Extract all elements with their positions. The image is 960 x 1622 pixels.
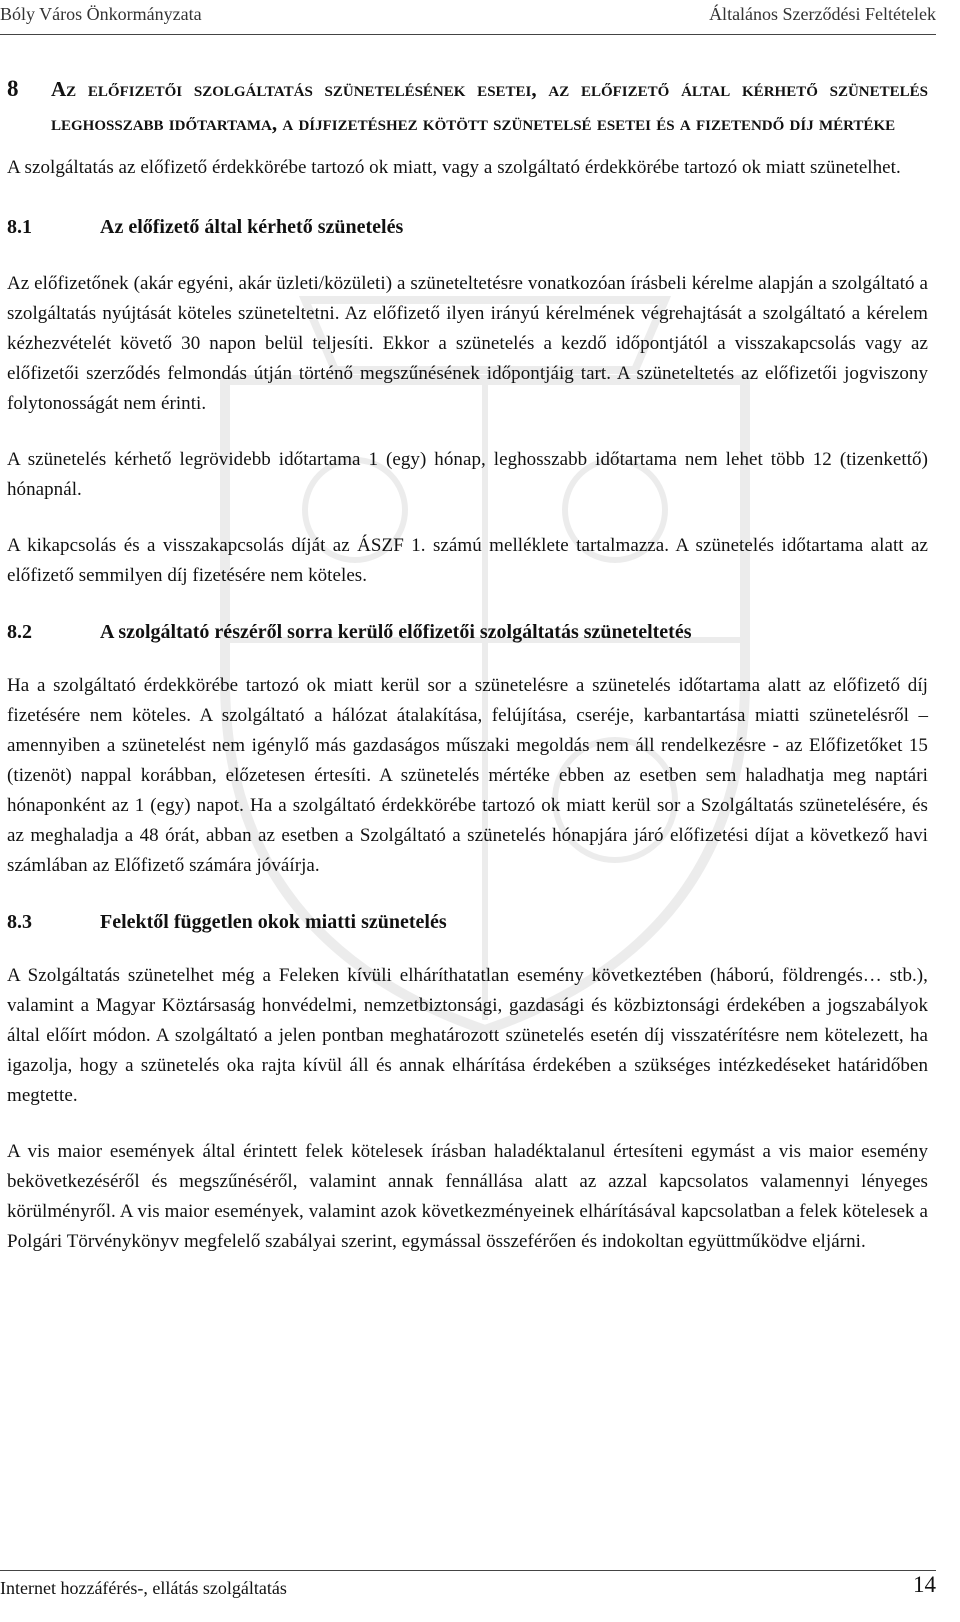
- section-8-2-paragraph-1: Ha a szolgáltató érdekkörébe tartozó ok miatt kerül sor a szünetelésre a szünetelés időtartama alatt az előfizető díj fizetésére nem köteles. A szolgáltató a hálózat átalakítása, felújítása, cseréje, karbantartása miatti szünetelésről – amennyiben a szünetelést nem igénylő más gazdaságos műszaki megoldás nem áll rendelkezésre - az Előfizetőket 15 (tizenöt) nappal korábban, előzetesen értesíti. A szünetelés mértéke ebben az esetben sem haladhatja meg naptári hónaponként az 1 (egy) napot. Ha a szolgáltató érdekkörébe tartozó ok miatt kerül sor a Szolgáltatás szünetelésére, és az meghaladja a 48 órát, abban az esetben a Szolgáltató a szünetelés hónapjára járó előfizetési díjat a következő havi számlában az Előfizető számára jóváírja.: [7, 675, 928, 876]
- main-content: [7, 72, 928, 1257]
- page-header: [0, 4, 936, 28]
- header-right: Általános Szerződési Feltételek: [709, 4, 936, 24]
- header-rule: [0, 34, 936, 35]
- footer-rule: [0, 1570, 936, 1571]
- section-8-1-paragraph-1: Az előfizetőnek (akár egyéni, akár üzleti/közületi) a szüneteltetésre vonatkozóan írásbeli kérelme alapján a szolgáltató a szolgáltatás nyújtását köteles szüneteltetni. Az előfizető ilyen irányú kérelmének végrehajtását a szolgáltató a kérelem kézhezvételét követő 30 napon belül teljesíti. Ekkor a szünetelés a kezdő időpontjától a visszakapcsolás vagy az előfizetői szerződés felmondás útján történő megszűnésének időpontjáig tart. A szüneteltetés az előfizetői jogviszony folytonosságát nem érinti.: [7, 273, 928, 414]
- section-8-number: 8: [7, 76, 19, 101]
- page-number: 14: [913, 1572, 936, 1597]
- section-8-3-heading: [7, 907, 928, 937]
- section-8-intro: A szolgáltatás az előfizető érdekkörébe tartozó ok miatt, vagy a szolgáltató érdekkörébe tartozó ok miatt szünetelhet.: [7, 157, 901, 178]
- section-8-1-paragraph-2: A szünetelés kérhető legrövidebb időtartama 1 (egy) hónap, leghosszabb időtartama nem lehet több 12 (tizenkettő) hónapnál.: [7, 449, 928, 500]
- header-left: Bóly Város Önkormányzata: [0, 4, 202, 24]
- section-8-title: Az előfizetői szolgáltatás szünetelésének esetei, az előfizető által kérhető szünetelés leghosszabb időtartama, a díjfizetéshez kötött szünetelsé esetei és a fizetendő díj mértéke: [51, 77, 928, 135]
- section-8-3-number: 8.3: [7, 911, 32, 933]
- page-footer: [0, 1570, 936, 1600]
- section-8-2-title: A szolgáltató részéről sorra kerülő előfizetői szolgáltatás szüneteltetés: [100, 621, 692, 643]
- section-8-2-number: 8.2: [7, 621, 32, 643]
- section-8-3-paragraph-2: A vis maior események által érintett felek kötelesek írásban haladéktalanul értesíteni egymást a vis maior esemény bekövetkezéséről és megszűnéséről, valamint annak fennállása alatt az azzal kapcsolatos valamennyi lényeges körülményről. A vis maior események, valamint azok következményeinek elhárításával kapcsolatban a felek kötelesek a Polgári Törvénykönyv megfelelő szabályai szerint, egymással összeférően és indokoltan együttműködve eljárni.: [7, 1141, 928, 1252]
- section-8-1-title: Az előfizető által kérhető szünetelés: [100, 216, 404, 238]
- section-8-heading: [7, 72, 928, 140]
- section-8-3-title: Felektől független okok miatti szünetelés: [100, 911, 447, 933]
- section-8-3-paragraph-1: A Szolgáltatás szünetelhet még a Feleken kívüli elháríthatatlan esemény következtében (háború, földrengés… stb.), valamint a Magyar Köztársaság honvédelmi, nemzetbiztonsági, gazdasági és közbiztonsági érdekében a jogszabályok által előírt módon. A szolgáltató a jelen pontban meghatározott szünetelés esetén díj visszatérítésre nem kötelezett, ha igazolja, hogy a szünetelés oka rajta kívül áll és annak elhárítása érdekében a szükséges intézkedéseket határidőben megtette.: [7, 965, 928, 1106]
- section-8-1-paragraph-3: A kikapcsolás és a visszakapcsolás díját az ÁSZF 1. számú melléklete tartalmazza. A szünetelés időtartama alatt az előfizető semmilyen díj fizetésére nem köteles.: [7, 535, 928, 586]
- section-8-2-heading: [7, 617, 928, 647]
- section-8-1-number: 8.1: [7, 216, 32, 238]
- section-8-1-heading: [7, 212, 928, 242]
- footer-left: Internet hozzáférés-, ellátás szolgáltatás: [0, 1578, 287, 1598]
